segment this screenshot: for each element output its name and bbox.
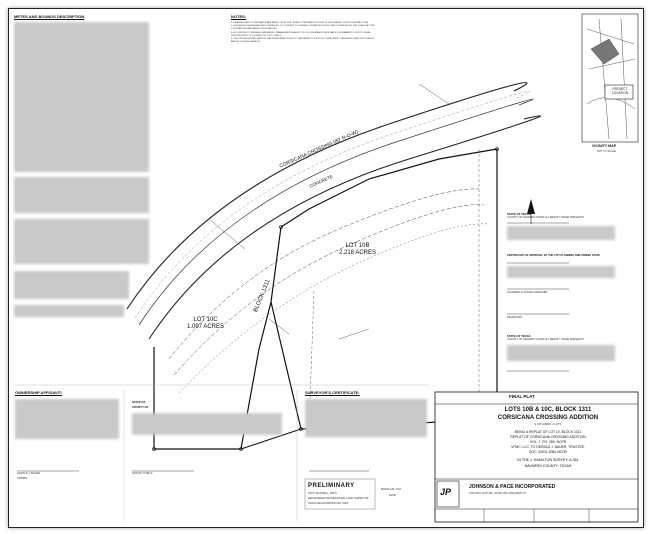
owner-signature-name: GERALD J. BAUER (17, 472, 41, 475)
lot10c-area: 1.097 ACRES (187, 324, 225, 330)
block-label: BLOCK 1311 (253, 278, 272, 314)
note-item: 2. DISTANCES SHOWN ARE GRID DISTANCES. TO CONVERT TO SURFACE DISTANCES DIVIDE GRID DISTANCES BY THE SCALE FACTOR. (231, 25, 375, 28)
approval-title: CERTIFICATE OF APPROVAL BY THE CITY PLANNING AND ZONING STAFF (507, 254, 601, 257)
road-center-line (139, 99, 533, 325)
preliminary-stamp: PRELIMINARY (308, 483, 355, 489)
title-line-5: REPLAT OF CORSICANA CROSSING ADDITION (510, 435, 586, 439)
surveyor-state-reg: TEXAS REGISTRATION NO. 5926 (308, 502, 349, 505)
firm-name: JOHNSON & PACE INCORPORATED (469, 484, 556, 490)
county-label-2: COUNTY OF NAVARRO KNOW ALL MEN BY THESE PRESENTS (507, 338, 584, 341)
metes-heading: METES AND BOUNDS DESCRIPTION (14, 14, 85, 19)
road-surface: CONCRETE (308, 173, 334, 189)
lot10b-name: LOT 10B (345, 243, 370, 249)
final-plat-label: FINAL PLAT (509, 394, 535, 399)
title-line-7: VFMC, LLC, TO GERALD J. BAUER, TRUSTEE, (511, 445, 585, 449)
county-label: COUNTY OF NAVARRO KNOW ALL MEN BY THESE PRESENTS (507, 216, 584, 219)
surveyor-name: TROY MAXWELL, RPLS (308, 492, 337, 495)
title-line-10: NAVARRO COUNTY, TEXAS (524, 464, 572, 468)
lot10c-label (187, 317, 224, 331)
surveyor-heading: SURVEYOR'S CERTIFICATE: (305, 390, 360, 395)
title-line-3: 3.315 ACRES, 2 LOTS (534, 423, 562, 426)
lot10b-area: 2.218 ACRES (339, 250, 377, 256)
filing-text (507, 345, 615, 361)
lot10b-boundary (271, 149, 497, 429)
plat-sheet (8, 8, 644, 528)
vicinity-map-label: VICINITY MAP (592, 144, 617, 148)
note-item: 1. BEARINGS AND COORDINATES ARE BASED UPON THE TEXAS COORDINATE SYSTEM OF 1983 (NAD83), NORTH CENTRAL ZONE. (231, 22, 369, 24)
date-label: DATE (389, 494, 396, 497)
ownership-text (15, 399, 119, 439)
firm-address: 1201 NW LOOP 281, SUITE 100 LONGVIEW TX (469, 492, 526, 495)
notary-text (132, 413, 282, 435)
vicinity-map-frame (582, 14, 638, 142)
title-line-8: DOC. #2011-0081 NCDR (528, 450, 567, 454)
ownership-heading: OWNERSHIP AFFIDAVIT: (15, 390, 63, 395)
title-line-4: BEING A REPLAT OF LOT 10, BLOCK 1311 (514, 430, 582, 434)
project-location-label: PROJECT LOCATION (611, 87, 629, 95)
road-south-edge (149, 116, 540, 339)
surveyor-reg: REGISTERED PROFESSIONAL LAND SURVEYOR (308, 497, 369, 500)
state-label-3: STATE OF (132, 400, 146, 404)
lot10c-name: LOT 10C (193, 317, 218, 323)
note-item: 3. ELEVATIONS ARE BASED UPON NAVD 88. (231, 28, 277, 31)
metes-text-block-4 (14, 271, 129, 299)
road-name: CORSICANA CROSSING (80' R-O-W) (278, 129, 360, 170)
metes-text-block (14, 22, 149, 172)
note-item: 5. THIS PROFESSIONAL SERVICE WAS PERFORMED WITHOUT THE BENEFIT OF A TITLE COMMITMENT. EASEMENTS MAY EXIST WHICH ARE NOT SHOWN HEREON. (231, 38, 374, 44)
surveyor-text (305, 399, 427, 437)
notes-heading: NOTES: (231, 14, 247, 19)
lot10b-label (339, 243, 376, 257)
note-item: 4. ACCORDING TO FEDERAL EMERGENCY MANAGEMENT AGENCY FLOOD INSURANCE RATE MAPS FOR NAVARRO COUNTY, TEXAS, THIS PROPERTY IS LOCATED IN FLOOD ZONE X. (231, 31, 372, 37)
owner-title: OWNER (17, 477, 27, 480)
title-line-1: LOTS 10B & 10C, BLOCK 1311 (504, 407, 592, 413)
firm-logo-icon: JP (440, 487, 452, 497)
certification-text (507, 226, 615, 240)
planning-manager: PLANNING & ZONING MANAGER (507, 291, 548, 294)
notes-list (231, 22, 376, 44)
approval-text (507, 266, 615, 278)
road-north-edge (127, 83, 527, 309)
secretary: SECRETARY (507, 316, 523, 319)
state-label-2: STATE OF TEXAS (507, 334, 531, 338)
title-line-2: CORSICANA CROSSING ADDITION (497, 415, 599, 421)
metes-text-block-5 (14, 305, 124, 317)
survey-date: MARCH 28, 2017 (381, 488, 402, 491)
title-line-6: VOL. 7, PG. 280, NCPR (529, 440, 567, 444)
county-label-3: COUNTY OF (132, 405, 149, 409)
metes-text-block-2 (14, 177, 149, 213)
state-label: STATE OF TEXAS (507, 212, 531, 216)
notary-label: NOTARY PUBLIC (132, 472, 153, 475)
vicinity-scale: NOT TO SCALE (597, 150, 616, 153)
title-line-9: IN THE J. HAMILTON SURVEY, A-351 (517, 458, 579, 462)
metes-text-block-3 (14, 219, 149, 264)
